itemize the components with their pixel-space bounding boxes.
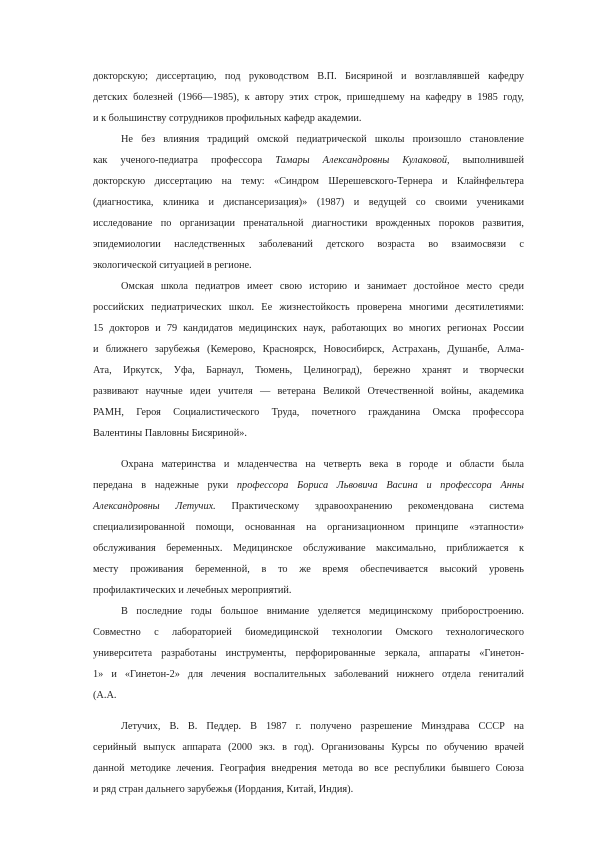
text-line: [93, 171, 524, 192]
paragraph-maternity-protection: [93, 454, 524, 601]
text-segment: докторскую; диссертацию, под руководством В.П. Бисяриной и возглавлявшей кафедру: [93, 71, 524, 82]
paragraph-kulakova: [93, 129, 524, 276]
text-segment: исследование по организации пренатальной диагностики врожденных пороков развития,: [93, 218, 524, 229]
text-segment: Летучих, В. В. Педдер. В 1987 г. получено разрешение Минздрава СССР на: [121, 721, 524, 732]
text-line: [93, 779, 524, 800]
text-line: [93, 664, 524, 685]
paragraph-doctoral-thesis-continuation: [93, 66, 524, 129]
text-segment: Не без влияния традиций омской педиатрической школы произошло становление: [121, 134, 524, 145]
text-line: [93, 297, 524, 318]
text-segment: обслуживания беременных. Медицинское обслуживание максимально, приближается к: [93, 543, 524, 554]
text-line: [93, 643, 524, 664]
text-line: [93, 622, 524, 643]
text-line: [93, 559, 524, 580]
text-segment: Валентины Павловны Бисяриной».: [93, 428, 247, 439]
text-segment: (диагностика, клиника и диспансеризация)» (1987) и ведущей со своими учениками: [93, 197, 524, 208]
text-line: [93, 716, 524, 737]
text-segment: и ближнего зарубежья (Кемерово, Красноярск, Новосибирск, Астрахань, Душанбе, Алма-: [93, 344, 524, 355]
text-line: [93, 758, 524, 779]
text-segment: развивают научные идеи учителя — ветерана Великой Отечественной войны, академика: [93, 386, 524, 397]
text-segment: Совместно с лабораторией биомедицинской технологии Омского технологического: [93, 627, 524, 638]
text-segment: эпидемиологии наследственных заболеваний детского возраста во взаимосвязи с: [93, 239, 524, 250]
text-segment: передана в надежные руки: [93, 480, 237, 491]
text-segment: Ата, Иркутск, Уфа, Барнаул, Тюмень, Целиноград), бережно хранят и творчески: [93, 365, 524, 376]
text-line: [93, 402, 524, 423]
text-segment: выполнившей: [449, 155, 524, 166]
text-line: [93, 360, 524, 381]
text-line: [93, 685, 524, 706]
text-line: [93, 517, 524, 538]
text-segment: российских педиатрических школ. Ее жизнестойкость проверена многими десятилетиями:: [93, 302, 524, 313]
text-segment: РАМН, Героя Социалистического Труда, почетного гражданина Омска профессора: [93, 407, 524, 418]
text-segment: месту проживания беременной, в то же время обеспечивается высокий уровень: [93, 564, 524, 575]
italic-name-text: профессора Бориса Львовича Васина и профессора Анны: [236, 480, 524, 491]
text-segment: серийный выпуск аппарата (2000 экз. в год). Организованы Курсы по обучению врачей: [93, 742, 524, 753]
text-line: [93, 601, 524, 622]
text-segment: профилактических и лечебных мероприятий.: [93, 585, 292, 596]
text-line: [93, 129, 524, 150]
text-segment: детских болезней (1966—1985), к автору этих строк, пришедшему на кафедру в 1985 году,: [93, 92, 524, 103]
text-segment: Практическому здравоохранению рекомендована система: [215, 501, 524, 512]
text-line: [93, 475, 524, 496]
text-segment: докторскую диссертацию на тему: «Синдром Шерешевского-Тернера и Клайнфельтера: [93, 176, 524, 187]
text-segment: Охрана материнства и младенчества на четверть века в городе и области была: [121, 459, 524, 470]
text-line: [93, 213, 524, 234]
text-line: [93, 423, 524, 444]
body-text: [93, 66, 524, 800]
text-segment: В последние годы большое внимание уделяется медицинскому приборостроению.: [121, 606, 524, 617]
text-segment: данной методике лечения. География внедрения метода во все республики бывшего Союза: [93, 763, 524, 774]
text-line: [93, 454, 524, 475]
text-line: [93, 496, 524, 517]
text-line: [93, 66, 524, 87]
text-line: [93, 538, 524, 559]
text-line: [93, 580, 524, 601]
text-segment: 15 докторов и 79 кандидатов медицинских наук, работающих во многих регионах России: [93, 323, 524, 334]
text-line: [93, 381, 524, 402]
text-segment: как ученого-педиатра профессора: [93, 155, 276, 166]
text-segment: Омская школа педиатров имеет свою историю и занимает достойное место среди: [121, 281, 524, 292]
text-segment: и ряд стран дальнего зарубежья (Иордания, Китай, Индия).: [93, 784, 354, 795]
text-segment: (А.А.: [93, 690, 117, 701]
text-line: [93, 276, 524, 297]
text-line: [93, 234, 524, 255]
text-segment: экологической ситуацией в регионе.: [93, 260, 252, 271]
text-segment: университета разработаны инструменты, перфорированные зеркала, аппараты «Гинетон-: [93, 648, 524, 659]
paragraph-letuchikh-pedder: [93, 716, 524, 800]
text-segment: 1» и «Гинетон-2» для лечения воспалительных заболеваний нижнего отдела гениталий: [93, 669, 524, 680]
text-line: [93, 318, 524, 339]
text-line: [93, 255, 524, 276]
text-line: [93, 150, 524, 171]
text-line: [93, 339, 524, 360]
text-line: [93, 87, 524, 108]
text-segment: специализированной помощи, основанная на организационном принципе «этапности»: [93, 522, 524, 533]
text-line: [93, 192, 524, 213]
text-line: [93, 737, 524, 758]
italic-name-text: Александровны Летучих.: [93, 501, 216, 512]
paragraph-omsk-school: [93, 276, 524, 444]
text-segment: и к большинству сотрудников профильных кафедр академии.: [93, 113, 362, 124]
italic-name-text: Тамары Александровны Кулаковой,: [275, 155, 450, 166]
paragraph-instruments: [93, 601, 524, 706]
text-line: [93, 108, 524, 129]
